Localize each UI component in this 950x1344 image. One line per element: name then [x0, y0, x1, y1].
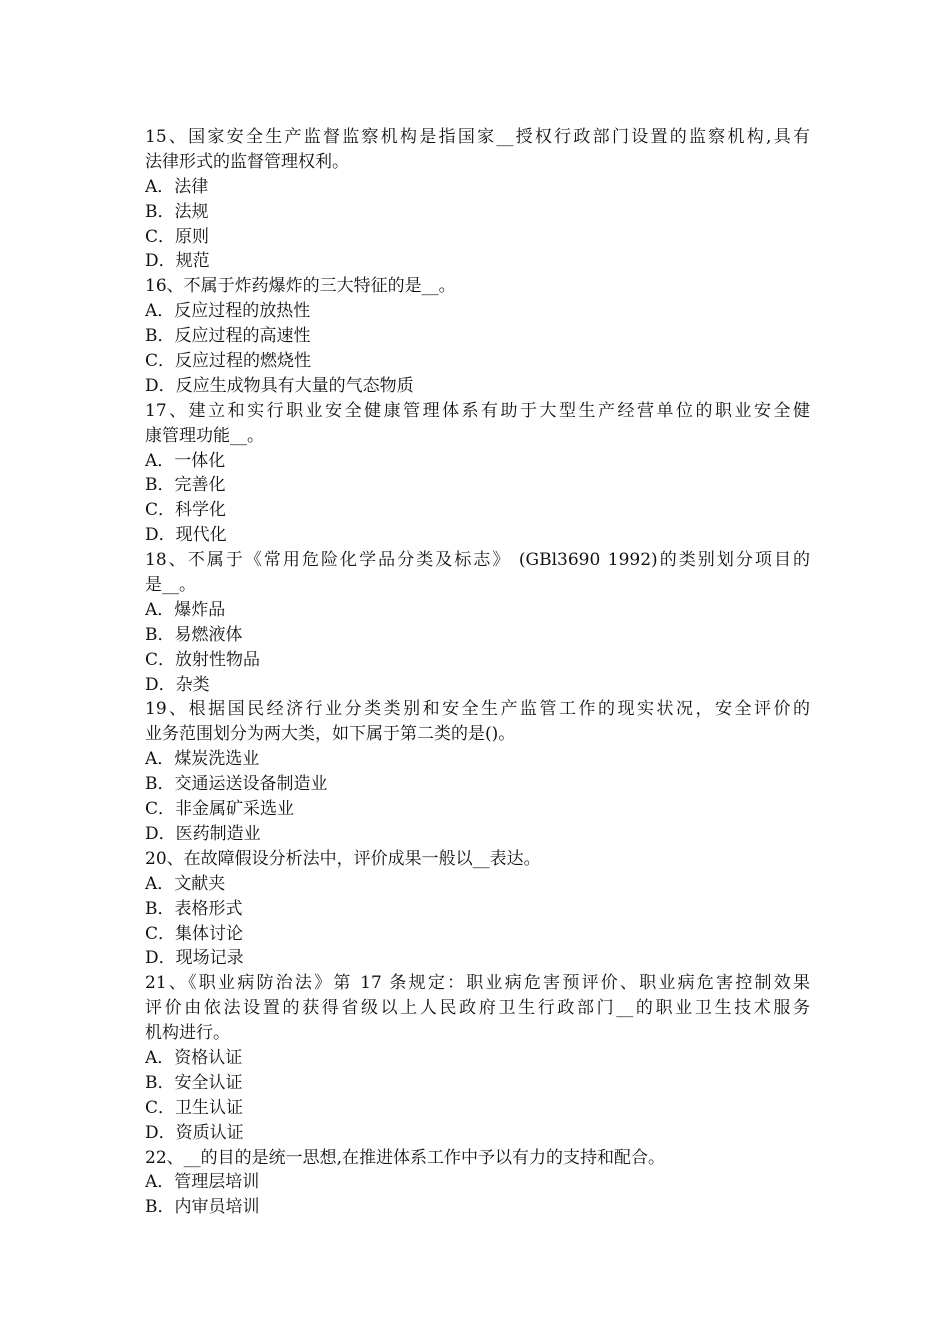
text-line: A．文献夹 — [145, 873, 226, 894]
text-line: 16、不属于炸药爆炸的三大特征的是__。 — [145, 276, 456, 297]
text-line: D．现场记录 — [145, 948, 244, 969]
text-line: 22、__的目的是统一思想,在推进体系工作中予以有力的支持和配合。 — [145, 1147, 666, 1168]
text-line: 康管理功能__。 — [145, 425, 264, 446]
question-text-block — [145, 125, 810, 1220]
text-line: 机构进行。 — [145, 1023, 230, 1044]
text-line: B．法规 — [145, 201, 209, 222]
text-line: C．卫生认证 — [145, 1097, 244, 1118]
text-line: A．管理层培训 — [145, 1172, 260, 1193]
text-line: 法律形式的监督管理权利。 — [145, 151, 349, 172]
text-line: D．规范 — [145, 251, 210, 272]
text-line: C．放射性物品 — [145, 649, 261, 670]
text-line: A．一体化 — [145, 450, 226, 471]
text-line: A．法律 — [145, 176, 209, 197]
text-line: 是__。 — [145, 575, 196, 596]
text-line: 19、根据国民经济行业分类类别和安全生产监管工作的现实状况，安全评价的 — [145, 699, 810, 720]
text-line: B．易燃液体 — [145, 624, 243, 645]
text-line: C．非金属矿采选业 — [145, 799, 295, 820]
text-line: 20、在故障假设分析法中，评价成果一般以__表达。 — [145, 848, 541, 869]
text-line: B．交通运送设备制造业 — [145, 774, 328, 795]
text-line: D．现代化 — [145, 525, 227, 546]
text-line: C．反应过程的燃烧性 — [145, 351, 312, 372]
text-line: A．煤炭洗选业 — [145, 749, 260, 770]
text-line: B．内审员培训 — [145, 1197, 260, 1218]
text-line: B．反应过程的高速性 — [145, 326, 311, 347]
text-line: 业务范围划分为两大类，如下属于第二类的是()。 — [145, 724, 516, 745]
text-line: B．安全认证 — [145, 1072, 243, 1093]
text-line: C．集体讨论 — [145, 923, 244, 944]
text-line: A．反应过程的放热性 — [145, 301, 311, 322]
text-line: D．医药制造业 — [145, 823, 261, 844]
text-line: A．爆炸品 — [145, 599, 226, 620]
text-line: 评价由依法设置的获得省级以上人民政府卫生行政部门__的职业卫生技术服务 — [145, 998, 810, 1019]
text-line: B．完善化 — [145, 475, 226, 496]
text-line: A．资格认证 — [145, 1047, 243, 1068]
text-line: 21、《职业病防治法》第 17 条规定：职业病危害预评价、职业病危害控制效果 — [145, 973, 810, 994]
text-line: D．杂类 — [145, 674, 210, 695]
text-line: C．科学化 — [145, 500, 227, 521]
text-line: B．表格形式 — [145, 898, 243, 919]
text-line: D．资质认证 — [145, 1122, 244, 1143]
text-line: 15、国家安全生产监督监察机构是指国家__授权行政部门设置的监察机构,具有 — [145, 127, 810, 147]
text-line: D．反应生成物具有大量的气态物质 — [145, 375, 414, 396]
text-line: C．原则 — [145, 226, 210, 247]
text-line: 17、建立和实行职业安全健康管理体系有助于大型生产经营单位的职业安全健 — [145, 400, 810, 421]
text-line: 18、不属于《常用危险化学品分类及标志》 (GBl3690 1992)的类别划分项目的 — [145, 550, 810, 571]
